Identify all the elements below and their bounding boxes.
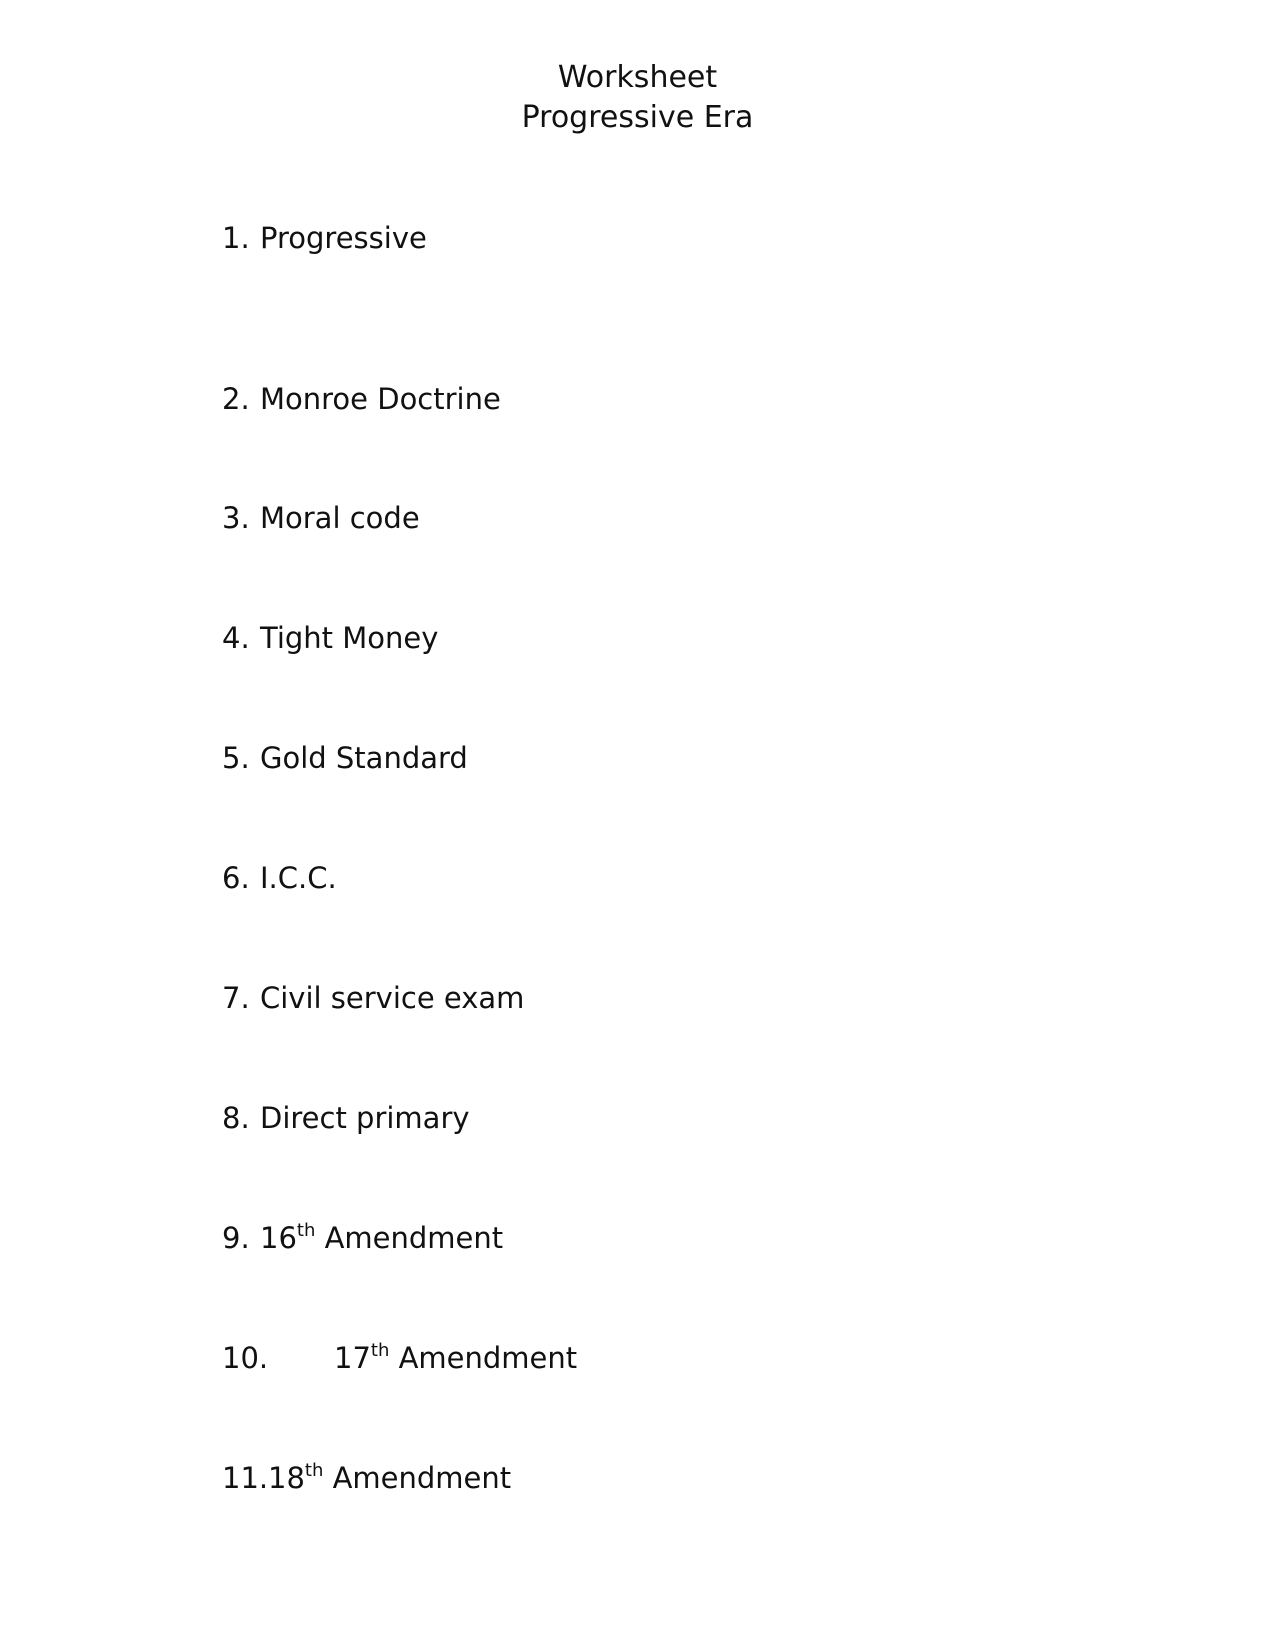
item-number: 1. bbox=[222, 221, 250, 255]
item-term: Moral code bbox=[260, 501, 420, 535]
list-item-9 bbox=[222, 1220, 503, 1256]
item-term: Amendment bbox=[332, 1461, 512, 1495]
item-term: I.C.C. bbox=[260, 861, 337, 895]
item-term: Amendment bbox=[324, 1221, 504, 1255]
list-item-4 bbox=[222, 620, 438, 656]
ordinal-suffix: th bbox=[296, 1220, 316, 1241]
ordinal-suffix: th bbox=[304, 1460, 324, 1481]
item-term: Direct primary bbox=[260, 1101, 470, 1135]
list-item-5 bbox=[222, 740, 468, 776]
item-number: 11. bbox=[222, 1461, 269, 1495]
page-title: Worksheet bbox=[557, 60, 718, 95]
item-number: 6. bbox=[222, 861, 250, 895]
item-ordinal: 17 bbox=[334, 1341, 371, 1375]
list-item-6 bbox=[222, 860, 337, 896]
item-term: Amendment bbox=[398, 1341, 578, 1375]
item-term: Tight Money bbox=[260, 621, 439, 655]
item-number: 10. bbox=[222, 1341, 269, 1375]
list-item-7 bbox=[222, 980, 524, 1016]
item-number: 2. bbox=[222, 382, 250, 416]
item-number: 9. bbox=[222, 1221, 250, 1255]
list-item-1 bbox=[222, 220, 427, 256]
item-ordinal: 18 bbox=[268, 1461, 305, 1495]
item-number: 3. bbox=[222, 501, 250, 535]
item-number: 8. bbox=[222, 1101, 250, 1135]
item-term: Civil service exam bbox=[260, 981, 525, 1015]
list-item-3 bbox=[222, 500, 420, 536]
item-ordinal: 16 bbox=[260, 1221, 297, 1255]
list-item-11 bbox=[222, 1460, 511, 1496]
item-number: 7. bbox=[222, 981, 250, 1015]
list-item-2 bbox=[222, 381, 501, 417]
page-subtitle: Progressive Era bbox=[521, 100, 754, 135]
item-term: Progressive bbox=[260, 221, 427, 255]
item-term: Gold Standard bbox=[260, 741, 468, 775]
list-item-8 bbox=[222, 1100, 470, 1136]
item-number: 4. bbox=[222, 621, 250, 655]
item-term: Monroe Doctrine bbox=[260, 382, 501, 416]
ordinal-suffix: th bbox=[370, 1340, 390, 1361]
list-item-10 bbox=[222, 1340, 577, 1376]
item-number: 5. bbox=[222, 741, 250, 775]
